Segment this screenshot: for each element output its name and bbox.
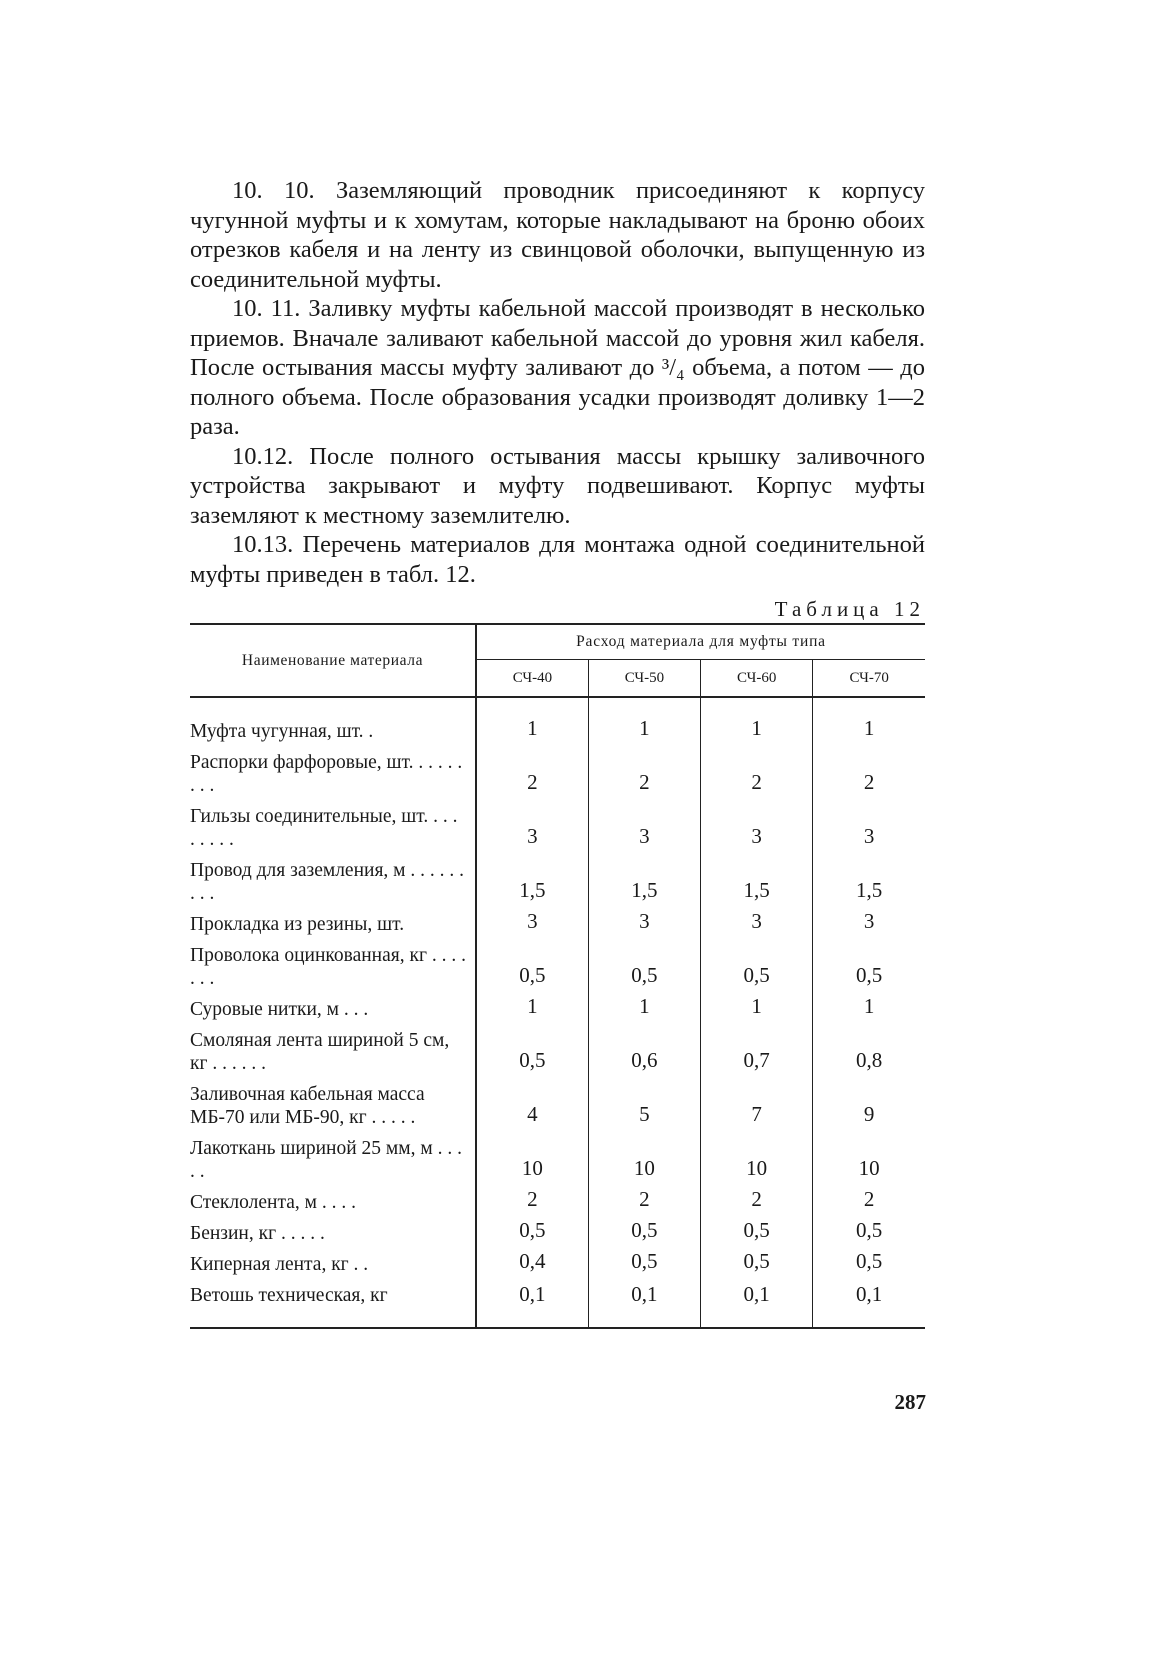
paragraph-10-12: 10.12. После полного остывания массы крышку заливочного устройства закрывают и муфту подвешивают. Корпус муфты заземляют к местному заземлителю. xyxy=(190,442,925,529)
row-value: 3 xyxy=(701,909,813,940)
row-value: 1 xyxy=(527,716,538,740)
row-value: 0,5 xyxy=(588,940,700,994)
row-value: 5 xyxy=(588,1079,700,1133)
page-content xyxy=(190,176,925,1329)
row-value: 2 xyxy=(701,747,813,801)
header-material-name: Наименование материала xyxy=(190,624,476,697)
table-row xyxy=(190,1079,925,1133)
row-value: 1 xyxy=(527,994,538,1018)
row-value: 10 xyxy=(813,1133,925,1187)
row-name: Лакоткань шириной 25 мм, м . . . . . xyxy=(190,1133,476,1187)
row-value: 0,7 xyxy=(701,1025,813,1079)
row-name: Суровые нитки, м . . . xyxy=(190,994,476,1025)
row-value: 0,5 xyxy=(813,1218,925,1249)
row-value: 7 xyxy=(701,1079,813,1133)
row-value: 3 xyxy=(813,909,925,940)
row-name: Киперная лента, кг . . xyxy=(190,1249,476,1280)
row-value: 0,5 xyxy=(813,940,925,994)
row-value: 4 xyxy=(527,1102,538,1126)
row-value: 3 xyxy=(527,909,538,933)
page-number: 287 xyxy=(894,1390,926,1414)
row-name: Ветошь техническая, кг xyxy=(190,1280,476,1328)
row-value: 1 xyxy=(701,697,813,747)
row-value: 1 xyxy=(813,697,925,747)
row-name: Заливочная кабельная масса МБ-70 или МБ-90, кг . . . . . xyxy=(190,1079,476,1133)
row-value: 0,5 xyxy=(813,1249,925,1280)
header-type-sch60: СЧ-60 xyxy=(701,660,813,698)
row-value: 0,5 xyxy=(701,1218,813,1249)
row-value: 3 xyxy=(588,801,700,855)
row-value: 2 xyxy=(527,1187,538,1211)
table-row xyxy=(190,994,925,1025)
row-value: 0,5 xyxy=(519,1218,546,1242)
row-value: 1,5 xyxy=(588,855,700,909)
row-value: 1 xyxy=(701,994,813,1025)
header-consumption-group: Расход материала для муфты типа xyxy=(476,624,925,660)
table-row xyxy=(190,1133,925,1187)
table-row xyxy=(190,940,925,994)
row-value: 2 xyxy=(588,747,700,801)
row-name: Бензин, кг . . . . . xyxy=(190,1218,476,1249)
row-name: Гильзы соединительные, шт. . . . . . . . . xyxy=(190,801,476,855)
row-value: 0,5 xyxy=(701,1249,813,1280)
row-value: 0,8 xyxy=(813,1025,925,1079)
row-value: 10 xyxy=(701,1133,813,1187)
row-value: 0,1 xyxy=(701,1280,813,1328)
row-name: Муфта чугунная, шт. . xyxy=(190,697,476,747)
table-row xyxy=(190,1218,925,1249)
row-value: 3 xyxy=(527,824,538,848)
row-value: 1,5 xyxy=(519,878,546,902)
row-value: 0,5 xyxy=(519,963,546,987)
row-name: Провод для заземления, м . . . . . . . . . xyxy=(190,855,476,909)
table-row xyxy=(190,1025,925,1079)
table-row xyxy=(190,801,925,855)
row-value: 3 xyxy=(701,801,813,855)
header-type-sch70: СЧ-70 xyxy=(813,660,925,698)
row-value: 2 xyxy=(813,1187,925,1218)
row-value: 9 xyxy=(813,1079,925,1133)
row-value: 0,5 xyxy=(588,1249,700,1280)
paragraph-10-10: 10. 10. Заземляющий проводник присоединяют к корпусу чугунной муфты и к хомутам, которые накладывают на броню обоих отрезков кабеля и на ленту из свинцовой оболочки, выпущенную из соединительной муфты. xyxy=(190,177,925,293)
row-name: Прокладка из резины, шт. xyxy=(190,909,476,940)
row-name: Смоляная лента шириной 5 см, кг . . . . . . xyxy=(190,1025,476,1079)
header-type-sch50: СЧ-50 xyxy=(588,660,700,698)
row-name: Стеклолента, м . . . . xyxy=(190,1187,476,1218)
table-row xyxy=(190,747,925,801)
row-value: 1,5 xyxy=(813,855,925,909)
table-row xyxy=(190,855,925,909)
row-value: 2 xyxy=(527,770,538,794)
paragraph-10-11: 10. 11. Заливку муфты кабельной массой производят в несколько приемов. Вначале заливают кабельной массой до уровня жил кабеля. После остывания массы муфту заливают до ³/₄ объема, а потом — до полного объема. После образования усадки производят доливку 1—2 раза. xyxy=(190,295,925,440)
row-value: 0,1 xyxy=(588,1280,700,1328)
row-value: 2 xyxy=(588,1187,700,1218)
row-value: 1 xyxy=(813,994,925,1025)
row-value: 3 xyxy=(588,909,700,940)
row-value: 0,4 xyxy=(519,1249,546,1273)
table-row xyxy=(190,1280,925,1328)
row-value: 10 xyxy=(588,1133,700,1187)
row-value: 0,5 xyxy=(519,1048,546,1072)
row-value: 2 xyxy=(701,1187,813,1218)
materials-table xyxy=(190,623,925,1329)
row-value: 2 xyxy=(813,747,925,801)
table-caption: Таблица 12 xyxy=(774,597,925,621)
table-row xyxy=(190,697,925,747)
row-value: 1 xyxy=(588,697,700,747)
row-name: Распорки фарфоровые, шт. . . . . . . . . xyxy=(190,747,476,801)
row-value: 0,5 xyxy=(588,1218,700,1249)
row-value: 3 xyxy=(813,801,925,855)
row-value: 10 xyxy=(521,1156,543,1180)
row-value: 0,6 xyxy=(588,1025,700,1079)
row-value: 1,5 xyxy=(701,855,813,909)
paragraph-10-13: 10.13. Перечень материалов для монтажа одной соединительной муфты приведен в табл. 12. xyxy=(190,531,925,588)
row-value: 1 xyxy=(588,994,700,1025)
table-row xyxy=(190,1249,925,1280)
row-value: 0,1 xyxy=(519,1282,546,1306)
row-value: 0,5 xyxy=(701,940,813,994)
row-value: 0,1 xyxy=(813,1280,925,1328)
header-type-sch40: СЧ-40 xyxy=(476,660,588,698)
table-row xyxy=(190,909,925,940)
table-row xyxy=(190,1187,925,1218)
row-name: Проволока оцинкованная, кг . . . . . . . xyxy=(190,940,476,994)
